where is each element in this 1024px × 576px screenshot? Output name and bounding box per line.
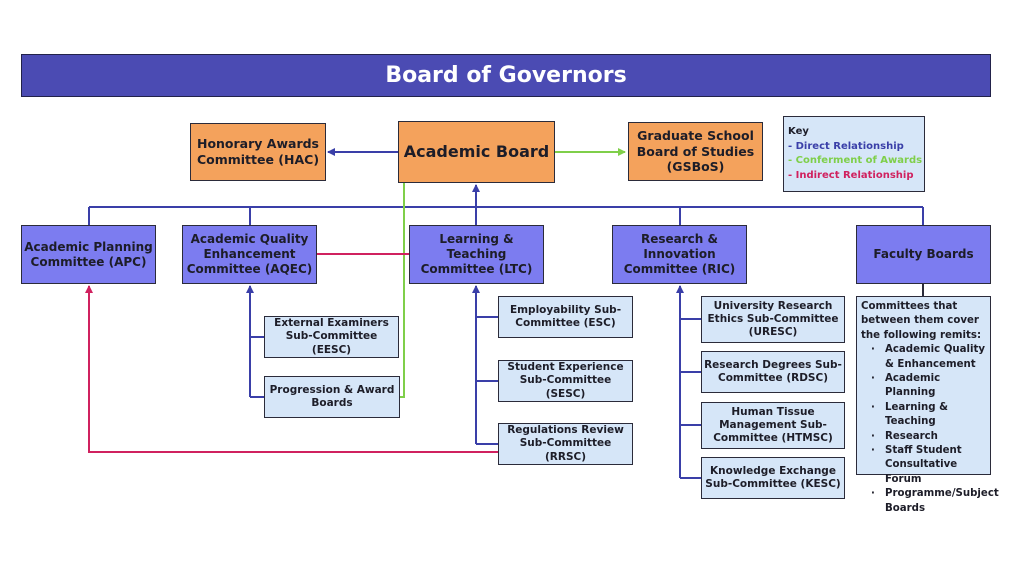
legend-key: [783, 116, 925, 192]
legend-direct: - Direct Relationship: [788, 140, 904, 152]
list-item: · Learning & Teaching: [871, 401, 986, 430]
academic-quality-enhancement-committee: Academic Quality Enhancement Committee (AQEC): [182, 225, 317, 284]
employability-sub-committee: Employability Sub-Committee (ESC): [498, 296, 633, 338]
academic-board: Academic Board: [398, 121, 555, 183]
knowledge-exchange-sub-committee: Knowledge Exchange Sub-Committee (KESC): [701, 457, 845, 499]
academic-planning-committee: Academic Planning Committee (APC): [21, 225, 156, 284]
list-item: · Staff Student Consultative Forum: [871, 444, 986, 487]
progression-award-boards: Progression & Award Boards: [264, 376, 400, 418]
human-tissue-management-sub-committee: Human Tissue Management Sub-Committee (HTMSC): [701, 402, 845, 449]
list-item: · Academic Planning: [871, 372, 986, 401]
learning-teaching-committee: Learning & Teaching Committee (LTC): [409, 225, 544, 284]
research-degrees-sub-committee: Research Degrees Sub-Committee (RDSC): [701, 351, 845, 393]
honorary-awards-committee: Honorary Awards Committee (HAC): [190, 123, 326, 181]
regulations-review-sub-committee: Regulations Review Sub-Committee (RRSC): [498, 423, 633, 465]
legend-title: Key: [788, 126, 809, 137]
list-item: · Research: [871, 430, 986, 444]
indirect-link-rrsc-apc: [89, 286, 498, 452]
list-item: · Academic Quality & Enhancement: [871, 343, 986, 372]
research-innovation-committee: Research & Innovation Committee (RIC): [612, 225, 747, 284]
student-experience-sub-committee: Student Experience Sub-Committee (SESC): [498, 360, 633, 402]
external-examiners-sub-committee: External Examiners Sub-Committee (EESC): [264, 316, 399, 358]
faculty-remits-intro: Committees that between them cover the following remits:: [861, 301, 982, 341]
graduate-school-board-of-studies: Graduate School Board of Studies (GSBoS): [628, 122, 763, 181]
conferment-link-pab-ab: [400, 183, 404, 397]
faculty-boards: Faculty Boards: [856, 225, 991, 284]
legend-conferment: - Conferment of Awards: [788, 155, 923, 166]
university-research-ethics-sub-committee: University Research Ethics Sub-Committee (URESC): [701, 296, 845, 343]
faculty-remits-list: [861, 343, 999, 516]
list-item: · Programme/Subject Boards: [871, 487, 986, 516]
board-of-governors: Board of Governors: [21, 54, 991, 97]
legend-indirect: - Indirect Relationship: [788, 169, 914, 181]
faculty-remits-box: [856, 296, 999, 514]
